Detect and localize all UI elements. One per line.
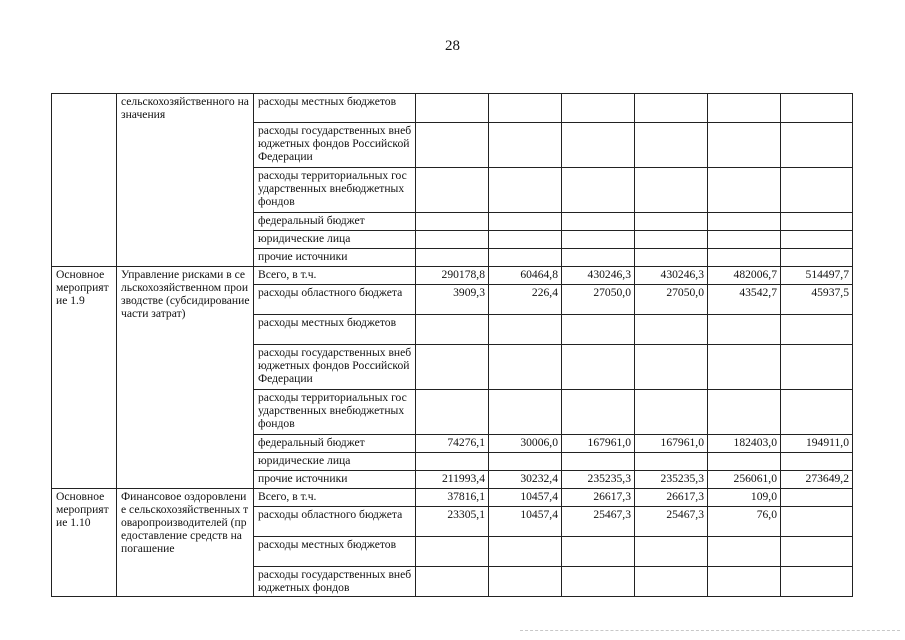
funding-source-cell: расходы территориальных государственных внебюджетных фондов — [254, 390, 416, 435]
amount-cell: 235235,3 — [635, 471, 708, 489]
amount-cell — [708, 315, 781, 345]
amount-cell: 256061,0 — [708, 471, 781, 489]
amount-cell — [781, 390, 853, 435]
page-number: 28 — [445, 38, 460, 54]
amount-cell — [635, 213, 708, 231]
amount-cell — [635, 453, 708, 471]
amount-cell — [708, 537, 781, 567]
amount-cell — [562, 567, 635, 597]
amount-cell — [562, 231, 635, 249]
amount-cell — [635, 231, 708, 249]
funding-source-cell: федеральный бюджет — [254, 435, 416, 453]
amount-cell — [781, 537, 853, 567]
amount-cell — [489, 567, 562, 597]
amount-cell — [635, 94, 708, 123]
amount-cell — [416, 231, 489, 249]
measure-title-cell: Управление рисками в сельскохозяйственном производстве (субсидирование части затрат) — [117, 267, 254, 489]
amount-cell — [562, 537, 635, 567]
amount-cell — [708, 94, 781, 123]
amount-cell — [562, 94, 635, 123]
amount-cell: 45937,5 — [781, 285, 853, 315]
funding-source-cell: расходы областного бюджета — [254, 507, 416, 537]
amount-cell: 482006,7 — [708, 267, 781, 285]
amount-cell — [781, 94, 853, 123]
amount-cell — [708, 345, 781, 390]
funding-source-cell: расходы территориальных государственных внебюджетных фондов — [254, 168, 416, 213]
amount-cell: 10457,4 — [489, 489, 562, 507]
amount-cell — [781, 567, 853, 597]
funding-source-cell: прочие источники — [254, 471, 416, 489]
amount-cell — [416, 345, 489, 390]
amount-cell — [489, 231, 562, 249]
amount-cell: 25467,3 — [635, 507, 708, 537]
amount-cell — [416, 315, 489, 345]
funding-source-cell: Всего, в т.ч. — [254, 489, 416, 507]
funding-source-cell: расходы местных бюджетов — [254, 94, 416, 123]
amount-cell — [708, 567, 781, 597]
amount-cell: 76,0 — [708, 507, 781, 537]
amount-cell: 211993,4 — [416, 471, 489, 489]
amount-cell — [781, 507, 853, 537]
amount-cell — [708, 453, 781, 471]
funding-source-cell: расходы местных бюджетов — [254, 315, 416, 345]
amount-cell — [416, 249, 489, 267]
funding-source-cell: юридические лица — [254, 231, 416, 249]
amount-cell: 290178,8 — [416, 267, 489, 285]
amount-cell — [489, 168, 562, 213]
amount-cell — [562, 345, 635, 390]
amount-cell — [416, 390, 489, 435]
amount-cell — [416, 567, 489, 597]
amount-cell — [781, 249, 853, 267]
amount-cell: 27050,0 — [635, 285, 708, 315]
amount-cell: 167961,0 — [635, 435, 708, 453]
amount-cell: 23305,1 — [416, 507, 489, 537]
amount-cell — [416, 453, 489, 471]
amount-cell: 3909,3 — [416, 285, 489, 315]
amount-cell — [562, 123, 635, 168]
amount-cell — [562, 213, 635, 231]
funding-source-cell: расходы государственных внебюджетных фондов Российской Федерации — [254, 123, 416, 168]
amount-cell: 430246,3 — [562, 267, 635, 285]
amount-cell — [416, 213, 489, 231]
amount-cell — [708, 249, 781, 267]
amount-cell — [489, 94, 562, 123]
amount-cell: 430246,3 — [635, 267, 708, 285]
amount-cell: 109,0 — [708, 489, 781, 507]
amount-cell — [708, 123, 781, 168]
funding-source-cell: Всего, в т.ч. — [254, 267, 416, 285]
funding-source-cell: расходы государственных внебюджетных фондов — [254, 567, 416, 597]
amount-cell — [489, 453, 562, 471]
measure-title-cell: сельскохозяйственного назначения — [117, 94, 254, 267]
measure-title-cell: Финансовое оздоровление сельскохозяйственных товаропроизводителей (предоставление средств на погашение — [117, 489, 254, 597]
amount-cell: 30006,0 — [489, 435, 562, 453]
amount-cell — [562, 390, 635, 435]
funding-source-cell: юридические лица — [254, 453, 416, 471]
amount-cell: 30232,4 — [489, 471, 562, 489]
amount-cell — [781, 453, 853, 471]
amount-cell — [489, 390, 562, 435]
amount-cell — [708, 168, 781, 213]
amount-cell — [781, 315, 853, 345]
amount-cell — [416, 537, 489, 567]
amount-cell: 514497,7 — [781, 267, 853, 285]
table-row — [52, 267, 853, 285]
funding-source-cell: расходы государственных внебюджетных фондов Российской Федерации — [254, 345, 416, 390]
amount-cell — [781, 489, 853, 507]
amount-cell: 235235,3 — [562, 471, 635, 489]
amount-cell — [635, 567, 708, 597]
amount-cell — [562, 249, 635, 267]
amount-cell — [635, 168, 708, 213]
amount-cell — [635, 390, 708, 435]
amount-cell: 10457,4 — [489, 507, 562, 537]
amount-cell — [708, 213, 781, 231]
funding-source-cell: прочие источники — [254, 249, 416, 267]
amount-cell — [635, 123, 708, 168]
amount-cell: 182403,0 — [708, 435, 781, 453]
amount-cell: 37816,1 — [416, 489, 489, 507]
amount-cell — [489, 213, 562, 231]
funding-source-cell: федеральный бюджет — [254, 213, 416, 231]
table-row — [52, 489, 853, 507]
amount-cell — [416, 168, 489, 213]
amount-cell — [781, 123, 853, 168]
amount-cell — [635, 537, 708, 567]
amount-cell — [489, 315, 562, 345]
amount-cell — [562, 315, 635, 345]
amount-cell: 273649,2 — [781, 471, 853, 489]
amount-cell — [562, 168, 635, 213]
amount-cell — [635, 315, 708, 345]
scan-edge — [520, 630, 900, 632]
amount-cell: 26617,3 — [635, 489, 708, 507]
amount-cell — [708, 231, 781, 249]
amount-cell — [708, 390, 781, 435]
amount-cell: 60464,8 — [489, 267, 562, 285]
measure-name-cell: Основное мероприятие 1.10 — [52, 489, 117, 597]
amount-cell — [635, 345, 708, 390]
funding-source-cell: расходы областного бюджета — [254, 285, 416, 315]
amount-cell: 74276,1 — [416, 435, 489, 453]
amount-cell: 25467,3 — [562, 507, 635, 537]
amount-cell — [781, 345, 853, 390]
amount-cell — [489, 537, 562, 567]
amount-cell — [489, 123, 562, 168]
amount-cell — [489, 249, 562, 267]
amount-cell — [416, 94, 489, 123]
amount-cell: 167961,0 — [562, 435, 635, 453]
amount-cell: 27050,0 — [562, 285, 635, 315]
amount-cell — [781, 213, 853, 231]
amount-cell — [562, 453, 635, 471]
budget-table — [51, 93, 853, 597]
measure-name-cell — [52, 94, 117, 267]
amount-cell — [635, 249, 708, 267]
amount-cell — [781, 231, 853, 249]
amount-cell — [416, 123, 489, 168]
funding-source-cell: расходы местных бюджетов — [254, 537, 416, 567]
amount-cell: 26617,3 — [562, 489, 635, 507]
amount-cell — [781, 168, 853, 213]
amount-cell — [489, 345, 562, 390]
amount-cell: 43542,7 — [708, 285, 781, 315]
amount-cell: 226,4 — [489, 285, 562, 315]
measure-name-cell: Основное мероприятие 1.9 — [52, 267, 117, 489]
amount-cell: 194911,0 — [781, 435, 853, 453]
table-row — [52, 94, 853, 123]
